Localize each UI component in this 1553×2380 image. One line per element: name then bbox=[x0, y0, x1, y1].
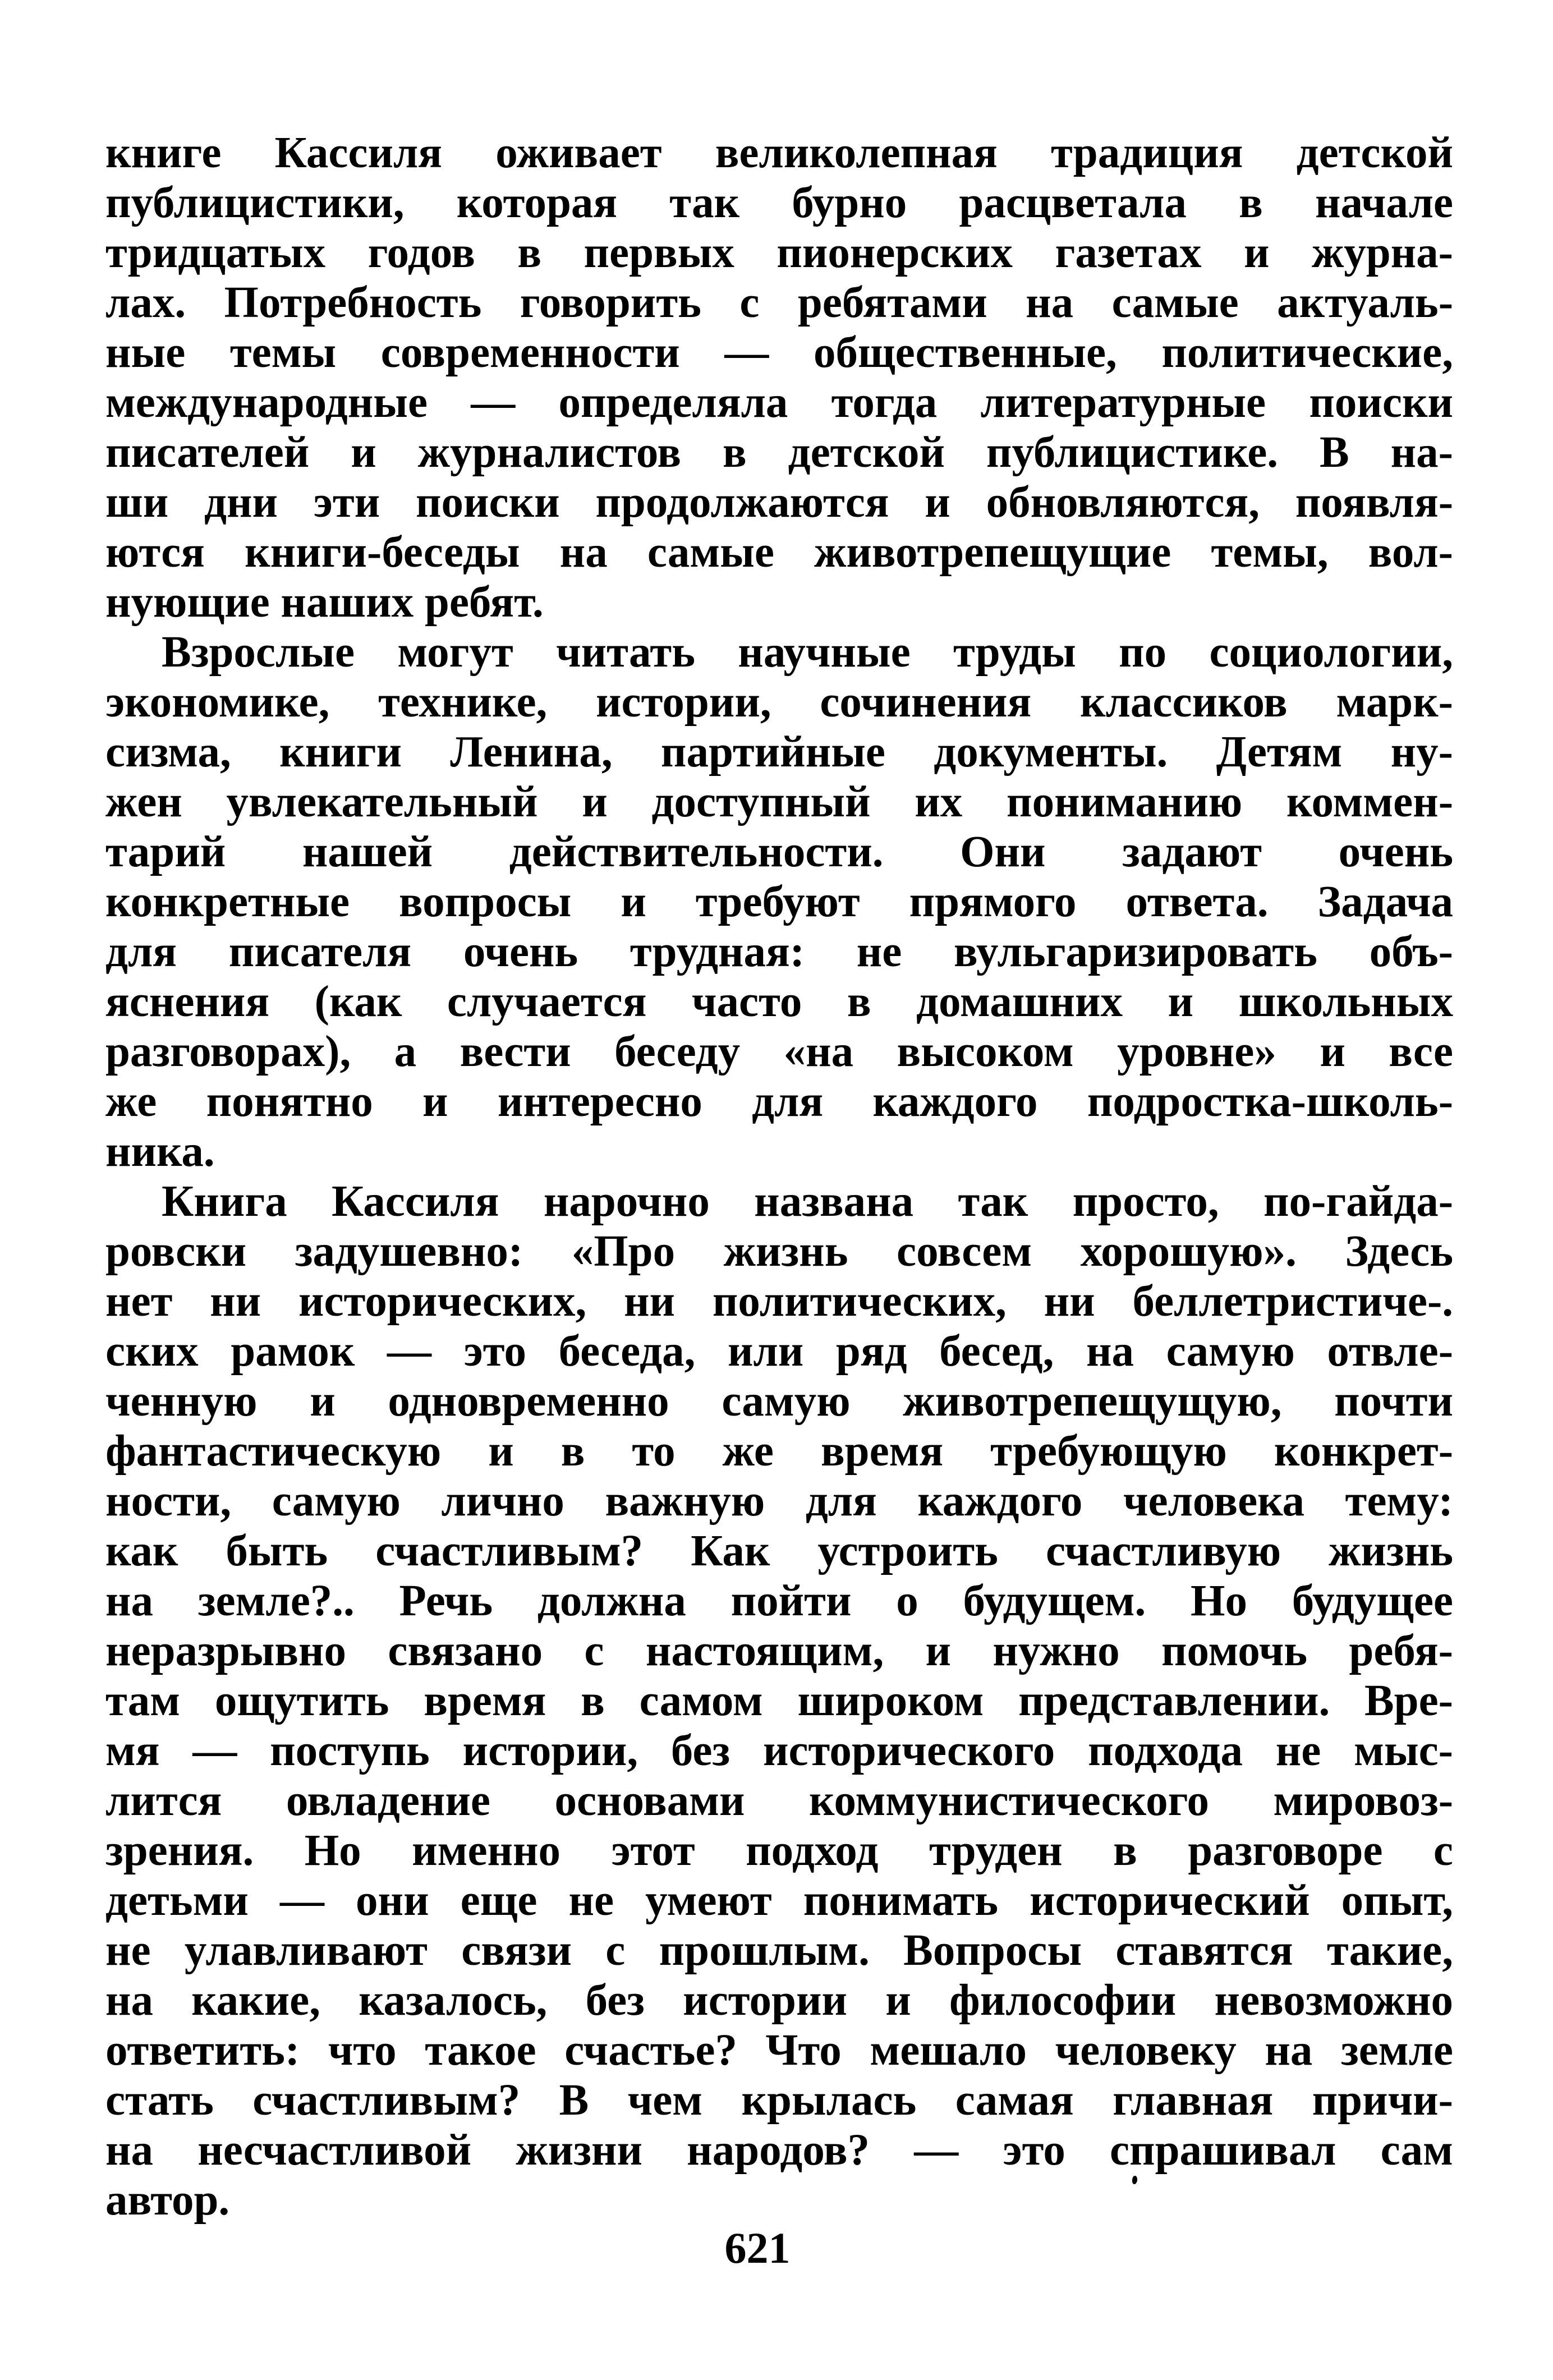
text-line: ные темы современности — общественные, политические, bbox=[105, 328, 1453, 377]
body-text bbox=[105, 128, 1453, 2225]
text-line: же понятно и интересно для каждого подростка-школь- bbox=[105, 1077, 1453, 1126]
text-line: на несчастливой жизни народов? — это спрашивал сам bbox=[105, 2126, 1453, 2175]
text-line: на какие, казалось, без истории и философии невозможно bbox=[105, 1976, 1453, 2025]
text-line: как быть счастливым? Как устроить счастливую жизнь bbox=[105, 1527, 1453, 1575]
text-line: книге Кассиля оживает великолепная традиция детской bbox=[105, 128, 1453, 177]
text-line: ника. bbox=[105, 1127, 215, 1176]
text-line: Взрослые могут читать научные труды по социологии, bbox=[162, 628, 1453, 677]
text-line: сизма, книги Ленина, партийные документы. Детям ну- bbox=[105, 728, 1453, 777]
text-line: экономике, технике, истории, сочинения классиков марк- bbox=[105, 678, 1453, 727]
text-line: на земле?.. Речь должна пойти о будущем. Но будущее bbox=[105, 1577, 1453, 1625]
text-line: не улавливают связи с прошлым. Вопросы ставятся такие, bbox=[105, 1926, 1453, 1975]
text-line: ских рамок — это беседа, или ряд бесед, на самую отвле- bbox=[105, 1327, 1453, 1376]
text-line: для писателя очень трудная: не вульгаризировать объ- bbox=[105, 927, 1453, 976]
text-line: нующие наших ребят. bbox=[105, 578, 544, 627]
text-line: международные — определяла тогда литературные поиски bbox=[105, 378, 1453, 427]
text-line: неразрывно связано с настоящим, и нужно помочь ребя- bbox=[105, 1627, 1453, 1675]
page-number: 621 bbox=[724, 2223, 791, 2272]
text-line: разговорах), а вести беседу «на высоком уровне» и все bbox=[105, 1027, 1453, 1076]
text-line: зрения. Но именно этот подход труден в разговоре с bbox=[105, 1826, 1453, 1875]
text-line: публицистики, которая так бурно расцветала в начале bbox=[105, 178, 1453, 227]
text-line: мя — поступь истории, без исторического подхода не мыс- bbox=[105, 1726, 1453, 1775]
text-line: стать счастливым? В чем крылась самая главная причи- bbox=[105, 2076, 1453, 2125]
text-line: лах. Потребность говорить с ребятами на самые актуаль- bbox=[105, 278, 1453, 327]
text-line: яснения (как случается часто в домашних и школьных bbox=[105, 977, 1453, 1026]
text-line: там ощутить время в самом широком представлении. Вре- bbox=[105, 1676, 1453, 1725]
text-line: ответить: что такое счастье? Что мешало человеку на земле bbox=[105, 2026, 1453, 2075]
text-line: ности, самую лично важную для каждого человека тему: bbox=[105, 1477, 1453, 1526]
text-line: фантастическую и в то же время требующую конкрет- bbox=[105, 1427, 1453, 1476]
text-line: ченную и одновременно самую животрепещущую, почти bbox=[105, 1377, 1453, 1426]
text-line: тарий нашей действительности. Они задают очень bbox=[105, 828, 1453, 876]
text-line: автор. bbox=[105, 2176, 230, 2225]
text-line: ши дни эти поиски продолжаются и обновляются, появля- bbox=[105, 478, 1453, 527]
text-line: ровски задушевно: «Про жизнь совсем хорошую». Здесь bbox=[105, 1227, 1453, 1276]
text-line: ются книги-беседы на самые животрепещущие темы, вол- bbox=[105, 528, 1453, 577]
text-line: тридцатых годов в первых пионерских газетах и журна- bbox=[105, 228, 1453, 277]
text-line: конкретные вопросы и требуют прямого ответа. Задача bbox=[105, 877, 1453, 926]
text-line: Книга Кассиля нарочно названа так просто, по-гайда- bbox=[162, 1177, 1453, 1226]
text-line: детьми — они еще не умеют понимать исторический опыт, bbox=[105, 1876, 1453, 1925]
text-line: нет ни исторических, ни политических, ни беллетристиче-. bbox=[105, 1277, 1453, 1326]
text-line: жен увлекательный и доступный их пониманию коммен- bbox=[105, 778, 1453, 826]
text-line: лится овладение основами коммунистического мировоз- bbox=[105, 1776, 1453, 1825]
text-line: писателей и журналистов в детской публицистике. В на- bbox=[105, 428, 1453, 477]
